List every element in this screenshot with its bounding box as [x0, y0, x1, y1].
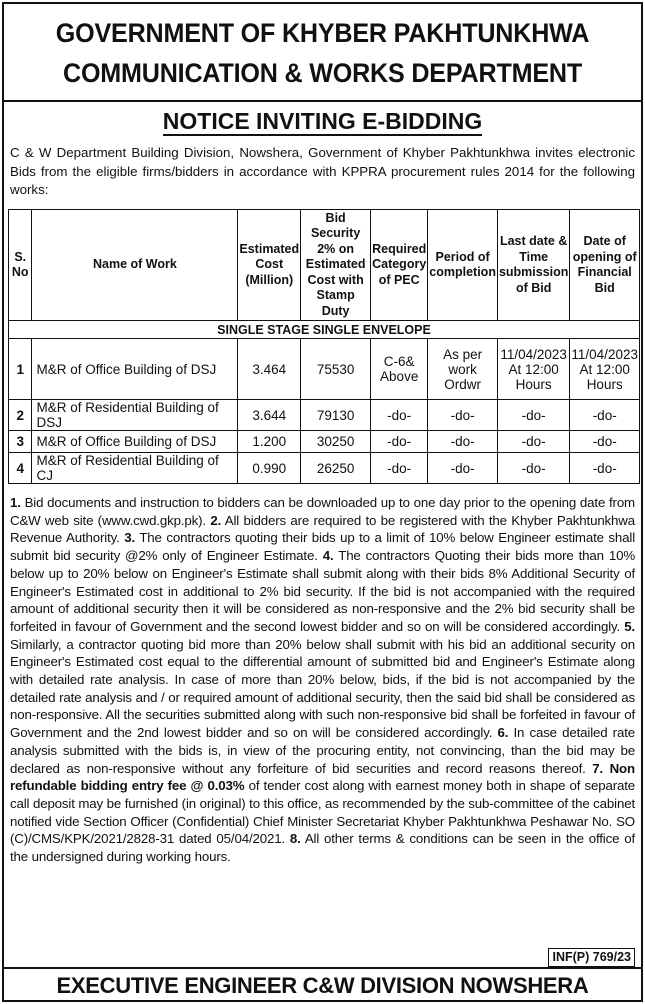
term-number: 5. [624, 618, 635, 634]
cell-name: M&R of Residential Building of CJ [32, 453, 238, 484]
term-text: Bid documents and instruction to bidders can be downloaded up to one day prior to the opening date from C&W web site (www.cwd.gkp.pk). [10, 495, 635, 528]
table-row [9, 339, 640, 400]
term-number: 8. [289, 831, 301, 847]
header-divider [4, 100, 641, 102]
notice-frame [2, 2, 643, 1002]
col-last-date: Last date & Time submission of Bid [497, 210, 569, 321]
term-number: 6. [497, 725, 509, 741]
table-row [9, 400, 640, 431]
cell-period: As per work Ordwr [428, 339, 498, 400]
term-number: 3. [124, 530, 136, 546]
term-text: The contractors quoting their bids up to a limit of 10% below Engineer estimate shall submit bid security @2% only of Engineer Estimate. [10, 530, 636, 564]
term-number: 1. [10, 495, 21, 510]
term-text: of tender cost along with earnest money both in shape of separate call deposit may be furnished (in original) to this office, as recommended by the sub-committee of the cabinet notified vide Section Officer (Confidential) Chief Minister Secretariat Khyber Pakhtunkhwa Peshawar No. SO (C)/CMS/KPK/2021/2828-31 dated 05/04/2021. [10, 778, 636, 847]
cell-category: -do- [371, 453, 428, 484]
cell-period: -do- [428, 400, 498, 431]
term-number: 4. [322, 548, 334, 564]
cell-cost: 3.464 [238, 339, 301, 400]
col-category: Required Category of PEC [371, 210, 428, 321]
cell-cost: 3.644 [238, 400, 301, 431]
stage-label: SINGLE STAGE SINGLE ENVELOPE [9, 321, 640, 339]
cell-name: M&R of Office Building of DSJ [32, 431, 238, 453]
intro-paragraph: C & W Department Building Division, Nowshera, Government of Khyber Pakhtunkhwa invites electronic Bids from the eligible firms/bidders in accordance with KPPRA procurement rules 2014 for the following works: [10, 145, 635, 198]
header-government: GOVERNMENT OF KHYBER PAKHTUNKHWA [55, 18, 590, 48]
cell-last-date: 11/04/2023 At 12:00 Hours [497, 339, 569, 400]
table-row [9, 431, 640, 453]
col-opening: Date of opening of Financial Bid [570, 210, 640, 321]
cell-name: M&R of Office Building of DSJ [32, 339, 238, 400]
col-security: Bid Security 2% on Estimated Cost with Stamp Duty [301, 210, 371, 321]
cell-last-date: -do- [497, 400, 569, 431]
stage-row [9, 321, 640, 339]
cell-opening: -do- [570, 453, 640, 484]
cell-category: -do- [371, 431, 428, 453]
notice-title [4, 108, 641, 134]
col-name: Name of Work [32, 210, 238, 321]
col-cost: Estimated Cost (Million) [238, 210, 301, 321]
cell-sno: 4 [9, 453, 32, 484]
cell-sno: 3 [9, 431, 32, 453]
footer-signatory: EXECUTIVE ENGINEER C&W DIVISION NOWSHERA [4, 967, 641, 1003]
term-text: In case detailed rate analysis submitted with the bids is, in view of the procuring entity, not convincing, than the bid may be declared as non-responsive without any forfeiture of bid securities and record reasons thereof. [10, 725, 635, 776]
term-text: Similarly, a contractor quoting bid more than 20% below shall submit with his bid an additional security on Engineer's Estimated cost equal to the differential amount of submitted bid and Engineer's Estimate along with detailed rate analysis. In case of more than 20% below, bids, if the bid is not accompanied by the detailed rate analysis and / or required amount of additional security, then the said bid shall be considered as non-responsive. All the securities submitted along with such non-responsive bid shall be forfeited in favour of Government and the 2nd lowest bidder and so on will be considered accordingly. [10, 636, 635, 741]
cell-cost: 1.200 [238, 431, 301, 453]
cell-security: 75530 [301, 339, 371, 400]
notice-title-text: NOTICE INVITING E-BIDDING [162, 108, 483, 134]
cell-sno: 2 [9, 400, 32, 431]
cell-security: 79130 [301, 400, 371, 431]
cell-period: -do- [428, 453, 498, 484]
cell-period: -do- [428, 431, 498, 453]
table-row [9, 453, 640, 484]
cell-opening: 11/04/2023 At 12:00 Hours [570, 339, 640, 400]
term-text: All bidders are required to be registered with the Khyber Pakhtunkhwa Revenue Authority. [10, 512, 635, 546]
cell-security: 26250 [301, 453, 371, 484]
terms-paragraph [10, 494, 635, 866]
cell-sno: 1 [9, 339, 32, 400]
cell-last-date: -do- [497, 453, 569, 484]
cell-last-date: -do- [497, 431, 569, 453]
term-number: 7. [592, 760, 604, 776]
header-department: COMMUNICATION & WORKS DEPARTMENT [63, 58, 582, 88]
cell-security: 30250 [301, 431, 371, 453]
cell-category: C-6& Above [371, 339, 428, 400]
cell-opening: -do- [570, 431, 640, 453]
col-period: Period of completion [428, 210, 498, 321]
col-sno: S. No [9, 210, 32, 321]
cell-cost: 0.990 [238, 453, 301, 484]
cell-category: -do- [371, 400, 428, 431]
cell-opening: -do- [570, 400, 640, 431]
works-table [8, 209, 640, 484]
term-fee-bold: Non refundable bidding entry fee @ 0.03% [10, 760, 636, 794]
term-number: 2. [210, 512, 222, 528]
term-text: All other terms & conditions can be seen in the office of the undersigned during working hours. [10, 831, 636, 865]
term-text: The contractors Quoting their bids more than 10% below up to 20% below on Engineer's Estimate shall submit along with their bids 8% Additional Security of Engineer's Estimated cost in additional to 2% bid security. If the bid is not accompanied with the required amount of additional security then it will be considered as non-responsive and the 2% bid security shall be forfeited in favour of Government and the second lowest bidder and so on will be considered accordingly. [10, 548, 635, 634]
cell-name: M&R of Residential Building of DSJ [32, 400, 238, 431]
inf-reference: INF(P) 769/23 [548, 948, 635, 967]
table-header-row [9, 210, 640, 321]
